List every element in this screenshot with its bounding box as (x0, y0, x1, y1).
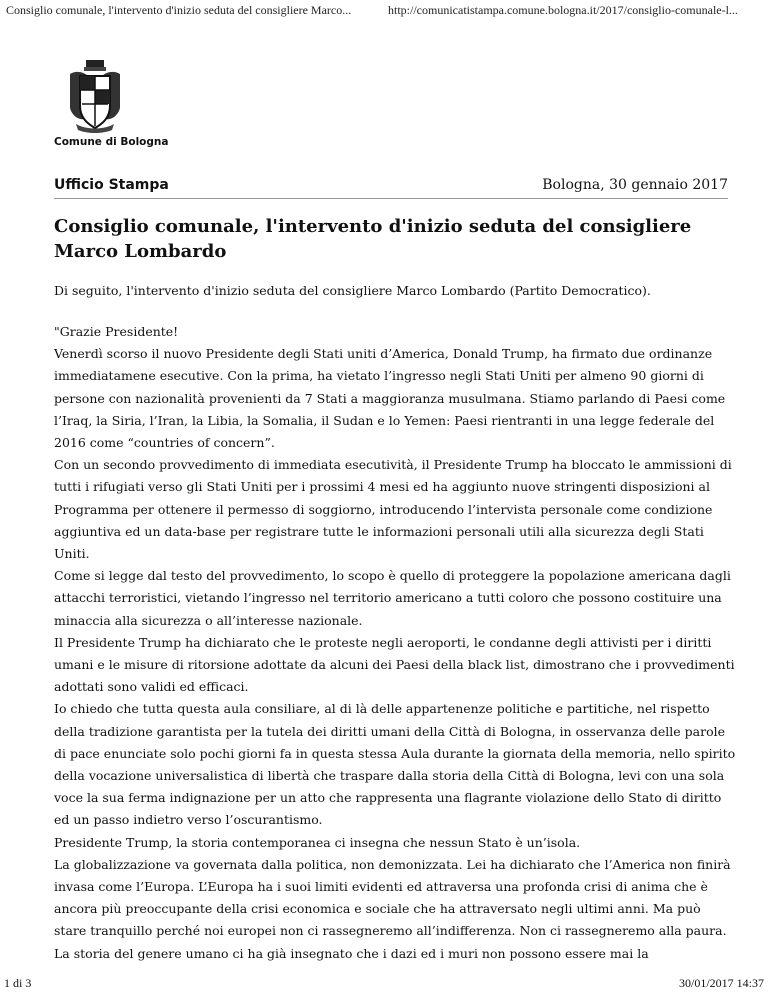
paragraph: "Grazie Presidente! (54, 324, 179, 339)
header-divider (54, 198, 728, 199)
paragraph: Con un secondo provvedimento di immediata esecutività, il Presidente Trump ha bloccato le ammissioni di tutti i rifugiati verso gli Stati Uniti per i prossimi 4 mesi ed ha aggiunto nuove stringenti disposizioni al Programma per ottenere il permesso di soggiorno, introducendo l’intervista personale come condizione aggiuntiva ed un data-base per registrare tutte le informazioni personali utili alla sicurezza degli Stati Uniti. (54, 457, 732, 562)
print-timestamp: 30/01/2017 14:37 (678, 976, 764, 990)
logo-text: Comune di Bologna (54, 136, 169, 148)
print-header (0, 0, 768, 20)
paragraph: Venerdì scorso il nuovo Presidente degli Stati uniti d’America, Donald Trump, ha firmato due ordinanze immediatamene esecutive. Con la prima, ha vietato l’ingresso negli Stati Uniti per almeno 90 giorni di persone con nazionalità provenienti da 7 Stati a maggioranza musulmana. Stiamo parlando di Paesi come l’Iraq, la Siria, l’Iran, la Libia, la Somalia, il Sudan e lo Yemen: Paesi rientranti in una legge federale del 2016 come “countries of concern”. (54, 346, 726, 451)
article-intro: Di seguito, l'intervento d'inizio seduta del consigliere Marco Lombardo (Partito Democratico). (54, 283, 651, 298)
paragraph: Io chiedo che tutta questa aula consiliare, al di là delle appartenenze politiche e partitiche, nel rispetto della tradizione garantista per la tutela dei diritti umani della Città di Bologna, in osservanza delle parole di pace enunciate solo pochi giorni fa in questa stessa Aula durante la giornata della memoria, nello spirito della vocazione universalistica di libertà che traspare dalla storia della Città di Bologna, levi con una sola voce la sua ferma indignazione per un atto che rappresenta una flagrante violazione dello Stato di diritto ed un passo indietro verso l’oscurantismo. (54, 701, 736, 828)
press-date: Bologna, 30 gennaio 2017 (542, 177, 728, 193)
logo (54, 58, 194, 154)
office-name: Ufficio Stampa (54, 177, 169, 193)
print-header-title: Consiglio comunale, l'intervento d'inizio seduta del consigliere Marco... (6, 3, 352, 17)
paragraph: La globalizzazione va governata dalla politica, non demonizzata. Lei ha dichiarato che l’America non finirà invasa come l’Europa. L’Europa ha i suoi limiti evidenti ed attraversa una profonda crisi di anima che è ancora più preoccupante della crisi economica e sociale che ha attraversato negli ultimi anni. Ma può stare tranquillo perché noi europei non ci rassegneremo all’indifferenza. Non ci rassegneremo alla paura. La storia del genere umano ci ha già insegnato che i dazi ed i muri non possono essere mai la (54, 856, 731, 961)
paragraph: Come si legge dal testo del provvedimento, lo scopo è quello di proteggere la popolazione americana dagli attacchi terroristici, vietando l’ingresso nel territorio americano a tutti coloro che possono costituire una minaccia alla sicurezza o all’interesse nazionale. (54, 568, 731, 628)
article-body (54, 321, 736, 965)
paragraph: Il Presidente Trump ha dichiarato che le proteste negli aeroporti, le condanne degli attivisti per i diritti umani e le misure di ritorsione adottate da alcuni dei Paesi della black list, dimostrano che i provvedimenti adottati sono validi ed efficaci. (54, 634, 735, 695)
coat-of-arms-icon (66, 58, 124, 134)
page-number: 1 di 3 (4, 976, 32, 990)
paragraph: Presidente Trump, la storia contemporanea ci insegna che nessun Stato è un’isola. (54, 834, 581, 850)
article-title: Consiglio comunale, l'intervento d'inizio seduta del consigliere Marco Lombardo (54, 216, 692, 262)
print-header-url: http://comunicatistampa.comune.bologna.it/2017/consiglio-comunale-l... (388, 3, 738, 17)
